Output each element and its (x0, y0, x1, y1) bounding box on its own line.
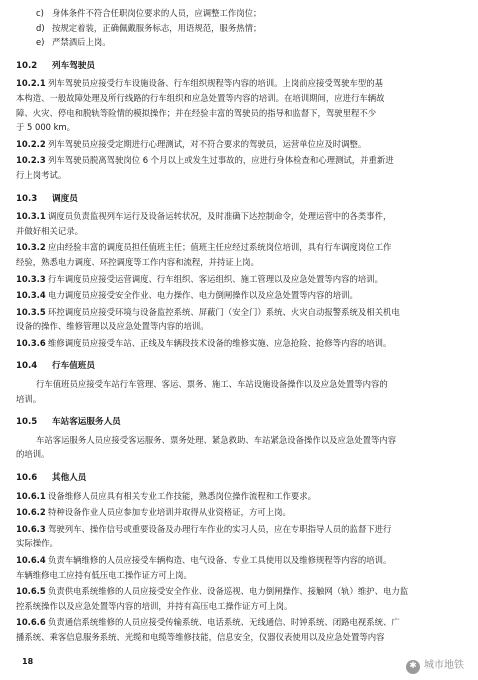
list-item-marker: e) (36, 37, 45, 48)
list-item (16, 21, 464, 36)
clause-paragraph (16, 615, 464, 644)
clause-line (16, 336, 464, 351)
clause-number: 10.3.4 (16, 290, 46, 301)
clause-line (16, 568, 464, 583)
clause-line (16, 447, 464, 462)
section-heading (16, 359, 464, 374)
clause-line (16, 209, 464, 224)
clause-line (16, 319, 464, 334)
clause-line (16, 272, 464, 287)
clause-line (16, 536, 464, 551)
clause-line (16, 168, 464, 183)
clause-text: 行上岗考试。 (16, 169, 67, 180)
section-title: 车站客运服务人员 (52, 417, 121, 428)
section-number: 10.5 (16, 417, 38, 428)
section (16, 471, 464, 645)
clause-text: 播系统、乘客信息服务系统、光缆和电缆等维修技能，信息安全，仪器仪表使用以及应急处置等内容 (16, 631, 385, 642)
clause-text: 培训。 (16, 393, 42, 404)
section-title: 列车驾驶员 (52, 60, 95, 71)
clause-line (16, 377, 464, 392)
clause-paragraph (16, 377, 464, 406)
list-item (16, 6, 464, 21)
list-item (16, 35, 464, 50)
clause-text: 本构造、一般故障处理及所行线路的行车组织和应急处置等内容的培训。在培训期间，应进行车辆故 (16, 92, 385, 103)
clause-text: 行车值班员应接受车站行车管理、客运、票务、施工、车站设施设备操作以及应急处置等内容的 (36, 379, 388, 390)
clause-text: 并做好相关记录。 (16, 225, 83, 236)
clause-text: 设备维修人员应具有相关专业工作技能，熟悉岗位操作流程和工作要求。 (48, 490, 316, 501)
clause-number: 10.3.3 (16, 273, 46, 284)
list-item-marker: c) (36, 8, 44, 18)
clause-text: 经验，熟悉电力调度、环控调度等工作内容和流程，并持证上岗。 (16, 256, 259, 267)
clause-line (16, 76, 464, 91)
clause-line (16, 433, 464, 448)
clause-number: 10.6.6 (16, 617, 46, 628)
clause-line (16, 91, 464, 106)
clause-number: 10.3.5 (16, 306, 46, 317)
page-number: 18 (22, 657, 34, 667)
section-title: 行车值班员 (52, 361, 95, 372)
clause-line (16, 120, 464, 135)
section-heading (16, 415, 464, 430)
section-title: 调度员 (52, 193, 78, 204)
clause-text: 应由经验丰富的调度员担任值班主任；值班主任应经过系统岗位培训，具有行车调度岗位工作 (48, 242, 392, 253)
section-heading (16, 192, 464, 207)
clause-number: 10.6.5 (16, 586, 46, 597)
clause-text: 实际操作。 (16, 538, 58, 549)
clause-line (16, 615, 464, 630)
clause-number: 10.2.3 (16, 155, 46, 166)
list-item-text: 严禁酒后上岗。 (52, 37, 111, 48)
clause-line (16, 553, 464, 568)
clause-text: 车辆维修电工应持有低压电工操作证方可上岗。 (16, 569, 192, 580)
section-title: 其他人员 (52, 473, 87, 484)
section-heading (16, 59, 464, 74)
clause-line (16, 224, 464, 239)
clause-line (16, 505, 464, 520)
intro-list (16, 6, 464, 50)
list-item-text: 身体条件不符合任职岗位要求的人员，应调整工作岗位； (52, 8, 262, 18)
clause-paragraph (16, 336, 464, 351)
clause-text: 行车调度员应接受运营调度、行车组织、客运组织、施工管理以及应急处置等内容的培训。 (48, 273, 383, 284)
clause-line (16, 392, 464, 407)
clause-paragraph (16, 505, 464, 520)
clause-line (16, 599, 464, 614)
clause-text: 的培训。 (16, 449, 50, 460)
clause-text: 调度员负责监视列车运行及设备运转状况，及时准确下达控制命令，处理运营中的各类事件， (48, 211, 392, 222)
clause-number: 10.6.4 (16, 555, 46, 565)
section (16, 192, 464, 351)
wechat-logo-icon: ✱ (406, 660, 420, 674)
clause-line (16, 584, 464, 599)
clause-line (16, 489, 464, 504)
section-number: 10.6 (16, 473, 38, 484)
clause-paragraph (16, 137, 464, 152)
clause-text: 控系统操作以及应急处置等内容的培训，并持有高压电工操作证方可上岗。 (16, 600, 293, 611)
clause-number: 10.3.6 (16, 337, 46, 348)
clause-line (16, 240, 464, 255)
clause-paragraph (16, 272, 464, 287)
clause-line (16, 630, 464, 645)
clause-text: 列车驾驶员应接受行车设施设备、行车组织规程等内容的培训。上岗前应接受驾驶车型的基 (48, 78, 383, 89)
clause-text: 列车驾驶员脱离驾驶岗位 6 个月以上或发生过事故的，应进行身体检查和心理测试，并重新进 (48, 155, 394, 166)
clause-text: 维修调度员应接受车站、正线及车辆段技术设备的维修实施、应急抢险、抢修等内容的培训。 (48, 337, 392, 348)
section-heading (16, 471, 464, 486)
clause-number: 10.2.2 (16, 138, 46, 149)
section (16, 415, 464, 462)
clause-line (16, 255, 464, 270)
clause-paragraph (16, 553, 464, 582)
clause-paragraph (16, 433, 464, 462)
clause-number: 10.2.1 (16, 78, 46, 89)
clause-paragraph (16, 153, 464, 182)
clause-text: 负责供电系统维修的人员应接受安全作业、设备巡视、电力倒闸操作、接触网（轨）维护、电力监 (48, 586, 409, 597)
clause-text: 设备的操作、维修管理以及应急处置等内容的培训。 (16, 321, 209, 332)
clause-paragraph (16, 76, 464, 134)
clause-number: 10.6.2 (16, 507, 46, 518)
clause-paragraph (16, 209, 464, 238)
clause-line (16, 106, 464, 121)
clause-text: 列车驾驶员应接受定期进行心理测试，对不符合要求的驾驶员，运营单位应及时调整。 (48, 138, 367, 149)
list-item-text: 按规定着装，正确佩戴服务标志，用语规范，服务热情； (52, 22, 262, 33)
section-number: 10.2 (16, 60, 38, 71)
clause-text: 负责通信系统维修的人员应接受传输系统、电话系统、无线通信、时钟系统、闭路电视系统、广 (48, 617, 400, 628)
clause-text: 特种设备作业人员应参加专业培训并取得从业资格证，方可上岗。 (48, 507, 291, 518)
sections-container (16, 59, 464, 645)
clause-line (16, 288, 464, 303)
clause-paragraph (16, 305, 464, 334)
clause-text: 电力调度员应接受安全作业、电力操作、电力倒闸操作以及应急处置等内容的培训。 (48, 290, 358, 301)
clause-text: 车站客运服务人员应接受客运服务、票务处理、紧急救助、车站紧急设备操作以及应急处置等内容 (36, 434, 397, 445)
clause-paragraph (16, 288, 464, 303)
clause-text: 于 5 000 km。 (16, 122, 76, 133)
clause-number: 10.3.1 (16, 211, 46, 222)
section (16, 359, 464, 406)
clause-line (16, 137, 464, 152)
clause-text: 驾驶列车、操作信号或重要设备及办理行车作业的实习人员，应在专职指导人员的监督下进行 (48, 523, 392, 534)
clause-text: 环控调度员应接受环境与设备监控系统、屏蔽门（安全门）系统、火灾自动报警系统及相关机电 (48, 306, 400, 317)
clause-number: 10.6.1 (16, 490, 46, 501)
clause-paragraph (16, 522, 464, 551)
clause-text: 负责车辆维修的人员应接受车辆构造、电气设备、专业工具使用以及维修规程等内容的培训。 (48, 555, 392, 565)
section (16, 59, 464, 183)
clause-line (16, 522, 464, 537)
clause-text: 障、火灾、停电和脱轨等险情的模拟操作；并在经验丰富的驾驶员的指导和监督下，驾驶里程不少 (16, 107, 377, 118)
clause-number: 10.6.3 (16, 523, 46, 534)
section-number: 10.3 (16, 193, 38, 204)
clause-line (16, 305, 464, 320)
clause-paragraph (16, 240, 464, 269)
clause-paragraph (16, 489, 464, 504)
clause-number: 10.3.2 (16, 242, 46, 253)
watermark-text: 城市地铁 (424, 660, 464, 672)
list-item-marker: d) (36, 22, 45, 33)
clause-line (16, 153, 464, 168)
watermark (406, 659, 464, 674)
section-number: 10.4 (16, 361, 38, 372)
clause-paragraph (16, 584, 464, 613)
